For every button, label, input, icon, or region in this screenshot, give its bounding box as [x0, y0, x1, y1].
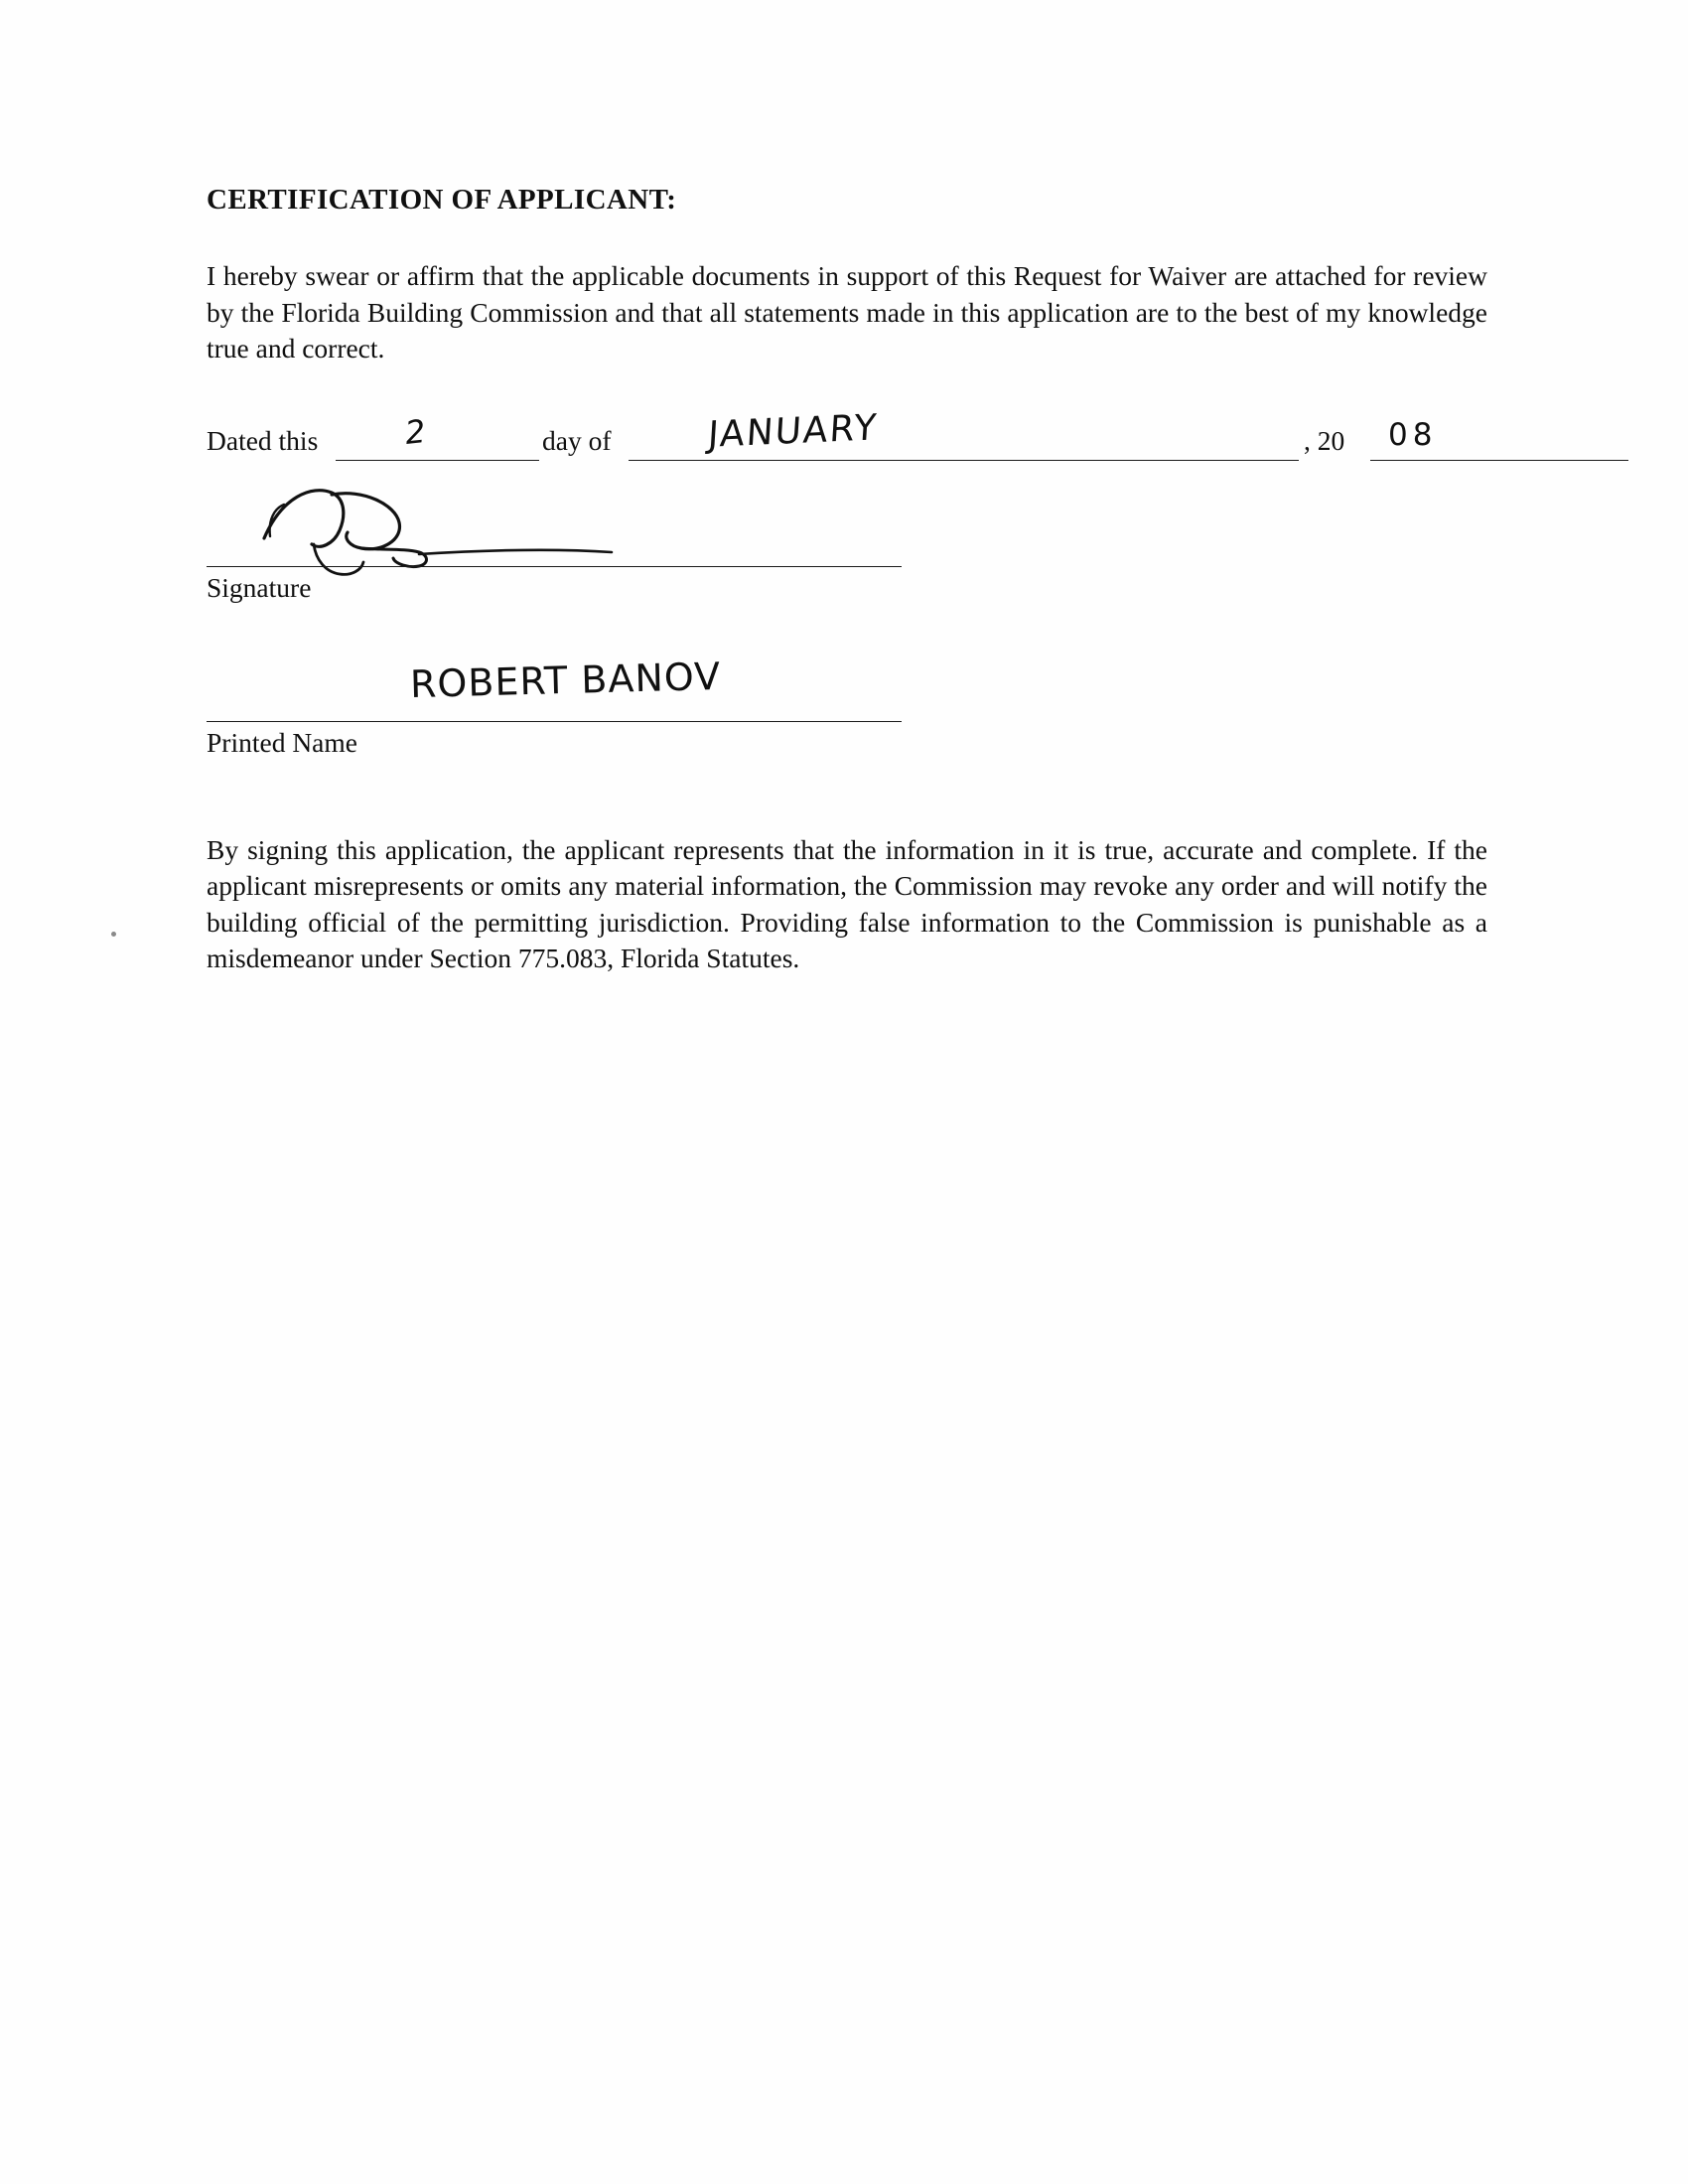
page-title: CERTIFICATION OF APPLICANT: — [207, 184, 677, 216]
month-field-rule — [629, 460, 1299, 461]
year-field-rule — [1370, 460, 1628, 461]
closing-paragraph: By signing this application, the applicant represents that the information in it is true, accurate and complete. If the applicant misrepresents or omits any material information, the Commission may revoke any order and will notify the building official of the permitting jurisdiction. Providing false information to the Commission is punishable as a misdemeanor under Section 775.083, Florida Statutes. — [207, 833, 1487, 974]
printed-name-rule — [207, 721, 902, 722]
printed-name-block — [207, 654, 1487, 765]
dated-this-label: Dated this — [207, 424, 319, 456]
day-value: 2 — [403, 411, 428, 452]
signature-ink — [254, 479, 771, 588]
signature-label: Signature — [207, 571, 312, 603]
month-value: JANUARY — [706, 406, 880, 456]
printed-name-value: ROBERT BANOV — [409, 654, 722, 706]
day-of-label: day of — [542, 424, 612, 456]
signature-rule — [207, 566, 902, 567]
year-value: 08 — [1388, 416, 1438, 453]
scan-artifact-dot — [111, 932, 116, 937]
day-field-rule — [336, 460, 539, 461]
oath-paragraph: I hereby swear or affirm that the applicable documents in support of this Request for Waiver are attached for review by the Florida Building Commission and that all statements made in this application are to the best of my knowledge true and correct. — [207, 260, 1487, 364]
signature-block — [207, 497, 1487, 614]
date-line — [207, 406, 1487, 473]
year-prefix-label: , 20 — [1304, 424, 1345, 456]
printed-name-label: Printed Name — [207, 726, 357, 758]
certification-section — [207, 184, 1487, 977]
